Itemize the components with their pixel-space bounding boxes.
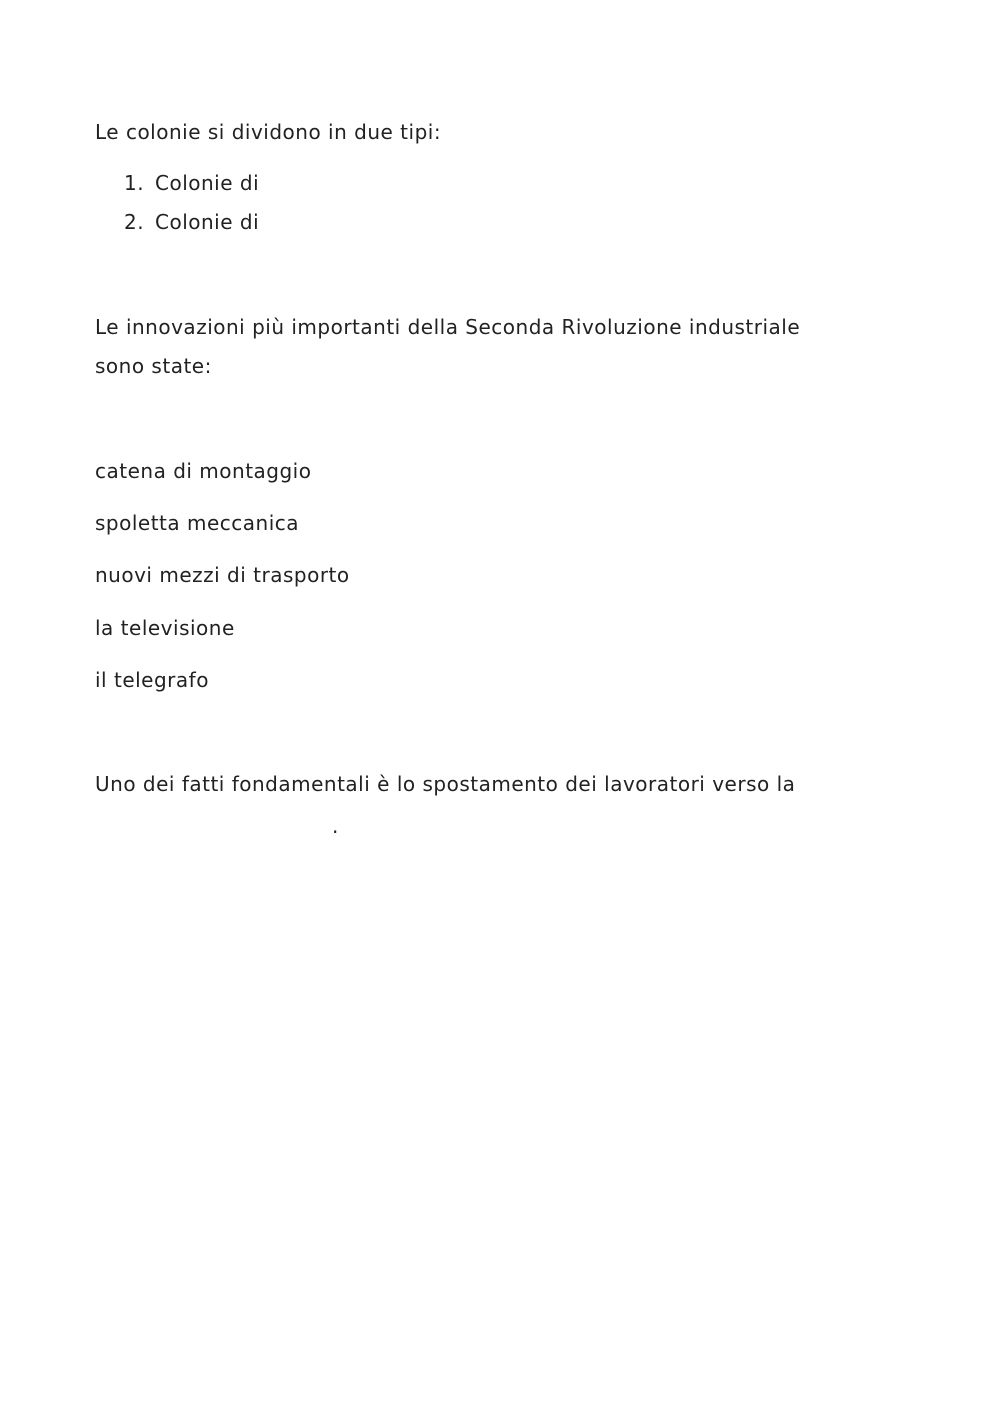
list-item-number: 1.	[124, 171, 145, 195]
option-nuovi-mezzi-di-trasporto[interactable]: nuovi mezzi di trasporto	[95, 563, 350, 587]
option-il-telegrafo[interactable]: il telegrafo	[95, 668, 209, 692]
list-item-number: 2.	[124, 210, 145, 234]
list-item-text: Colonie di	[155, 210, 260, 234]
option-catena-di-montaggio[interactable]: catena di montaggio	[95, 459, 312, 483]
option-spoletta-meccanica[interactable]: spoletta meccanica	[95, 511, 300, 535]
option-la-televisione[interactable]: la televisione	[95, 616, 235, 640]
workers-statement: Uno dei fatti fondamentali è lo spostamento dei lavoratori verso la	[95, 772, 796, 796]
innovations-question-line: sono state:	[95, 354, 212, 378]
colonies-intro: Le colonie si dividono in due tipi:	[95, 120, 442, 144]
workers-statement-ending: .	[332, 814, 339, 838]
list-item-text: Colonie di	[155, 171, 260, 195]
innovations-question-line: Le innovazioni più importanti della Seconda Rivoluzione industriale	[95, 315, 801, 339]
